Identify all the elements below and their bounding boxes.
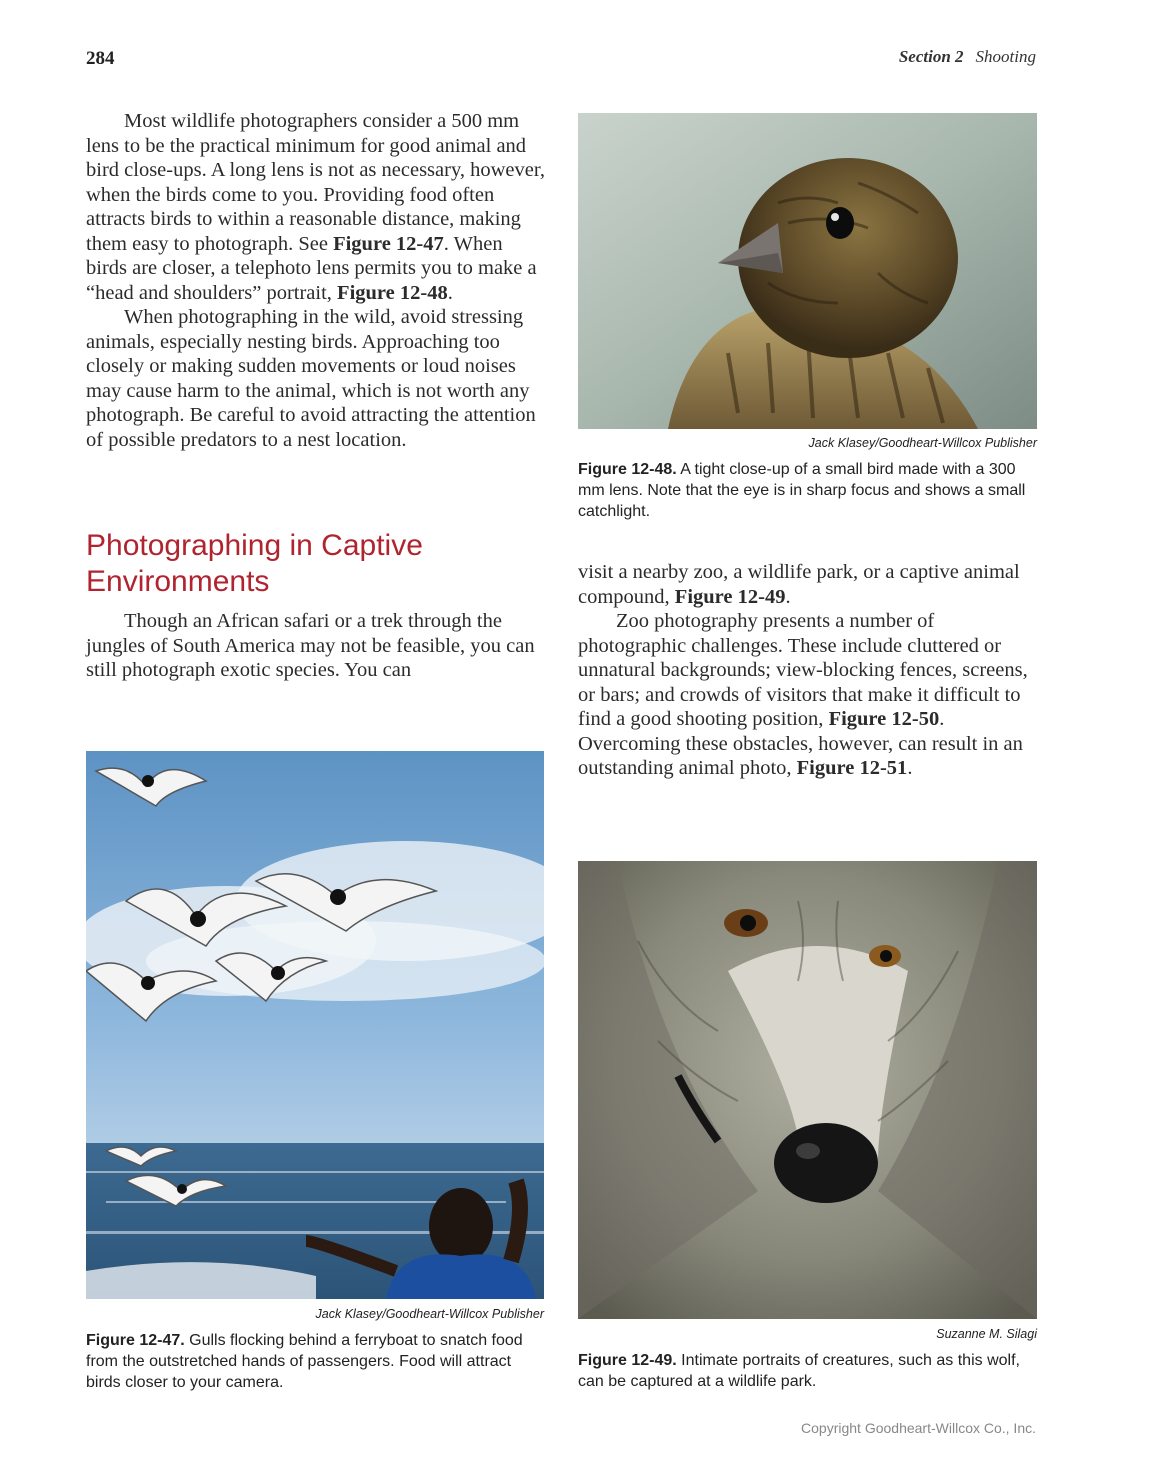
text-run: .	[785, 585, 791, 608]
wolf-illustration	[578, 861, 1037, 1319]
figure-ref: Figure 12-49	[674, 585, 786, 608]
photo-credit-fig47: Jack Klasey/Goodheart-Willcox Publisher	[315, 1307, 544, 1321]
right-column-text	[578, 560, 1040, 781]
caption-text: A tight close-up of a small bird made with a 300 mm lens. Note that the eye is in sharp focus and shows a small catchlight.	[578, 461, 1026, 520]
paragraph-safari: Though an African safari or a trek through the jungles of South America may not be feasible, you can still photograph exotic species. You can	[86, 610, 535, 681]
figure-ref: Figure 12-51	[796, 757, 908, 779]
caption-text: Intimate portraits of creatures, such as this wolf, can be captured at a wildlife park.	[578, 1352, 1020, 1390]
figure-ref: Figure 12-48	[337, 281, 448, 304]
text-run: visit a nearby zoo, a wildlife park, or a captive animal compound,	[578, 561, 1020, 608]
text-run: Most wildlife photographers consider a 500 mm lens to be the practical minimum for good animal and bird close-ups. A long lens is not as necessary, however, when the birds come to you. Providing food often attracts birds to within a reasonable distance, making them easy to photograph. See	[86, 110, 546, 255]
caption-fig48	[578, 459, 1037, 522]
section-heading	[86, 528, 556, 600]
caption-text: Gulls flocking behind a ferryboat to snatch food from the outstretched hands of passengers. Food will attract birds closer to your camera.	[86, 1332, 523, 1391]
figure-ref: Figure 12-47	[333, 232, 444, 255]
text-run: Zoo photography presents a number of photographic challenges. These include cluttered or unnatural backgrounds; view-blocking fences, screens, or bars; and crowds of visitors that make it difficult to find a good shooting position,	[578, 610, 1028, 730]
figure-ref: Figure 12-50	[828, 708, 940, 730]
wolf-photo	[578, 861, 1037, 1319]
photo-credit-fig48: Jack Klasey/Goodheart-Willcox Publisher	[808, 436, 1037, 450]
gulls-photo	[86, 751, 544, 1299]
gulls-illustration	[86, 751, 544, 1299]
section-title: Shooting	[975, 47, 1036, 66]
heading-line: Environments	[86, 565, 270, 598]
caption-fig49	[578, 1350, 1037, 1392]
left-column-text-2	[86, 609, 548, 683]
caption-label: Figure 12-47.	[86, 1332, 185, 1349]
text-run: .	[447, 281, 453, 304]
caption-label: Figure 12-48.	[578, 461, 677, 478]
paragraph-telephoto	[86, 109, 548, 305]
caption-fig47	[86, 1330, 546, 1393]
page-number: 284	[86, 48, 115, 69]
text-run: . Overcoming these obstacles, however, can result in an outstanding animal photo,	[578, 708, 1023, 779]
copyright-notice: Copyright Goodheart-Willcox Co., Inc.	[801, 1420, 1036, 1436]
section-label: Section 2	[898, 47, 964, 66]
bird-illustration	[578, 113, 1037, 429]
text-run: .	[907, 757, 913, 779]
caption-label: Figure 12-49.	[578, 1352, 677, 1369]
paragraph-wild: When photographing in the wild, avoid stressing animals, especially nesting birds. Approaching too closely or making sudden movements or loud noises may cause harm to the animal, which is not worth any photograph. Be careful to avoid attracting the attention of possible predators to a nest location.	[86, 306, 536, 451]
photo-credit-fig49: Suzanne M. Silagi	[936, 1327, 1037, 1341]
heading-line: Photographing in Captive	[86, 529, 423, 562]
paragraph-zoo-visit	[578, 560, 1040, 609]
paragraph-zoo-challenges	[578, 609, 1040, 781]
running-head	[899, 47, 1036, 67]
text-run: . When birds are closer, a telephoto lens permits you to make a “head and shoulders” portrait,	[86, 232, 537, 304]
bird-closeup-photo	[578, 113, 1037, 429]
left-column-text	[86, 109, 548, 452]
